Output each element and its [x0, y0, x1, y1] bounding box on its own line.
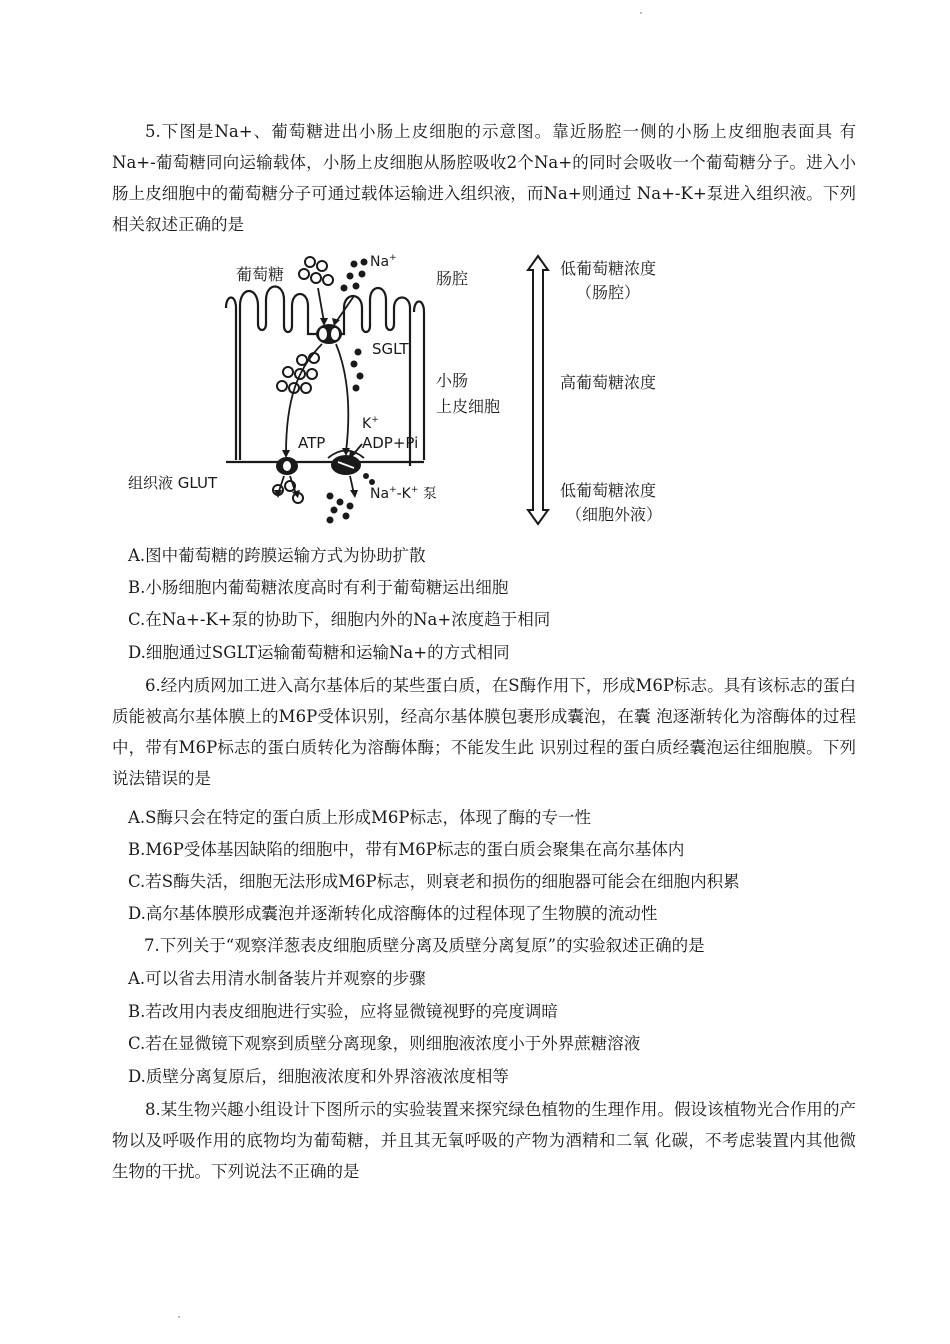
scan-speck [178, 1316, 180, 1318]
q6-option-a: A.S酶只会在特定的蛋白质上形成M6P标志，体现了酶的专一性 [128, 808, 591, 827]
label-cell-2: 上皮细胞 [436, 397, 501, 416]
glucose-transport-diagram [118, 248, 718, 530]
sglt-carrier [316, 324, 342, 344]
q6-stem: 6.经内质网加工进入高尔基体后的某些蛋白质，在S酶作用下，形成M6P标志。具有该标志的蛋白质能被高尔基体膜上的M6P受体识别，经高尔基体膜包裹形成囊泡，在囊 泡逐渐转化为溶酶体的过程中，带有M6P标志的蛋白质转化为溶酶体酶；不能发生此 识别过程的蛋白质经囊泡运往细胞膜。下列说法错误的是 [112, 676, 856, 788]
na-k-pump [331, 455, 361, 475]
q7-option-a: A.可以省去用清水制备装片并观察的步骤 [128, 969, 426, 988]
q8-stem: 8.某生物兴趣小组设计下图所示的实验装置来探究绿色植物的生理作用。假设该植物光合作用的产物以及呼吸作用的底物均为葡萄糖，并且其无氧呼吸的产物为酒精和二氧 化碳，不考虑装置内其他微生物的干扰。下列说法不正确的是 [112, 1100, 856, 1181]
sodium-tissue-icon [327, 493, 354, 524]
label-cell-1: 小肠 [436, 371, 469, 390]
q5-option-b: B.小肠细胞内葡萄糖浓度高时有利于葡萄糖运出细胞 [128, 578, 509, 597]
label-k: K+ [362, 415, 379, 432]
label-adp: ADP+Pi [362, 434, 419, 452]
scale-mid: 高葡萄糖浓度 [560, 373, 657, 392]
label-lumen: 肠腔 [436, 269, 469, 288]
scale-top-1: 低葡萄糖浓度 [560, 259, 657, 278]
sodium-lumen-icon [341, 259, 368, 292]
label-sglt: SGLT [372, 340, 409, 358]
q5-stem: 5.下图是Na+、葡萄糖进出小肠上皮细胞的示意图。靠近肠腔一侧的小肠上皮细胞表面具 有Na+-葡萄糖同向运输载体，小肠上皮细胞从肠腔吸收2个Na+的同时会吸收一个葡萄糖分子。进入小肠上皮细胞中的葡萄糖分子可通过载体运输进入组织液，而Na+则通过 Na+-K+泵进入组织液。下列相关叙述正确的是 [112, 122, 856, 234]
scale-bot-2: （细胞外液） [566, 505, 663, 524]
q5-option-c: C.在Na+-K+泵的协助下，细胞内外的Na+浓度趋于相同 [128, 610, 551, 629]
glut-carrier [276, 457, 298, 475]
label-tissue-glut: 组织液 GLUT [128, 474, 218, 492]
q6-option-c: C.若S酶失活，细胞无法形成M6P标志，则衰老和损伤的细胞器可能会在细胞内积累 [128, 872, 740, 891]
label-glucose: 葡萄糖 [236, 265, 285, 284]
q7-option-b: B.若改用内表皮细胞进行实验，应将显微镜视野的亮度调暗 [128, 1002, 558, 1021]
q5-option-d: D.细胞通过SGLT运输葡萄糖和运输Na+的方式相同 [128, 643, 510, 662]
label-pump: Na+-K+ 泵 [370, 485, 437, 502]
q6-option-d: D.高尔基体膜形成囊泡并逐渐转化成溶酶体的过程体现了生物膜的流动性 [128, 904, 658, 923]
label-atp: ATP [298, 434, 326, 452]
q6-option-b: B.M6P受体基因缺陷的细胞中，带有M6P标志的蛋白质会聚集在高尔基体内 [128, 840, 685, 859]
scan-speck [640, 12, 642, 14]
q5-option-a: A.图中葡萄糖的跨膜运输方式为协助扩散 [128, 546, 426, 565]
scale-bot-1: 低葡萄糖浓度 [560, 481, 657, 500]
q7-stem: 7.下列关于“观察洋葱表皮细胞质壁分离及质壁分离复原”的实验叙述正确的是 [144, 936, 705, 955]
concentration-scale [528, 256, 548, 524]
sodium-cell-icon [351, 349, 364, 392]
glucose-lumen-icon [299, 257, 333, 285]
scale-top-2: （肠腔） [576, 283, 641, 302]
label-na: Na+ [370, 253, 397, 270]
glucose-cell-icon [277, 353, 319, 393]
q7-option-d: D.质壁分离复原后，细胞液浓度和外界溶液浓度相等 [128, 1067, 509, 1086]
q7-option-c: C.若在显微镜下观察到质壁分离现象，则细胞液浓度小于外界蔗糖溶液 [128, 1034, 641, 1053]
